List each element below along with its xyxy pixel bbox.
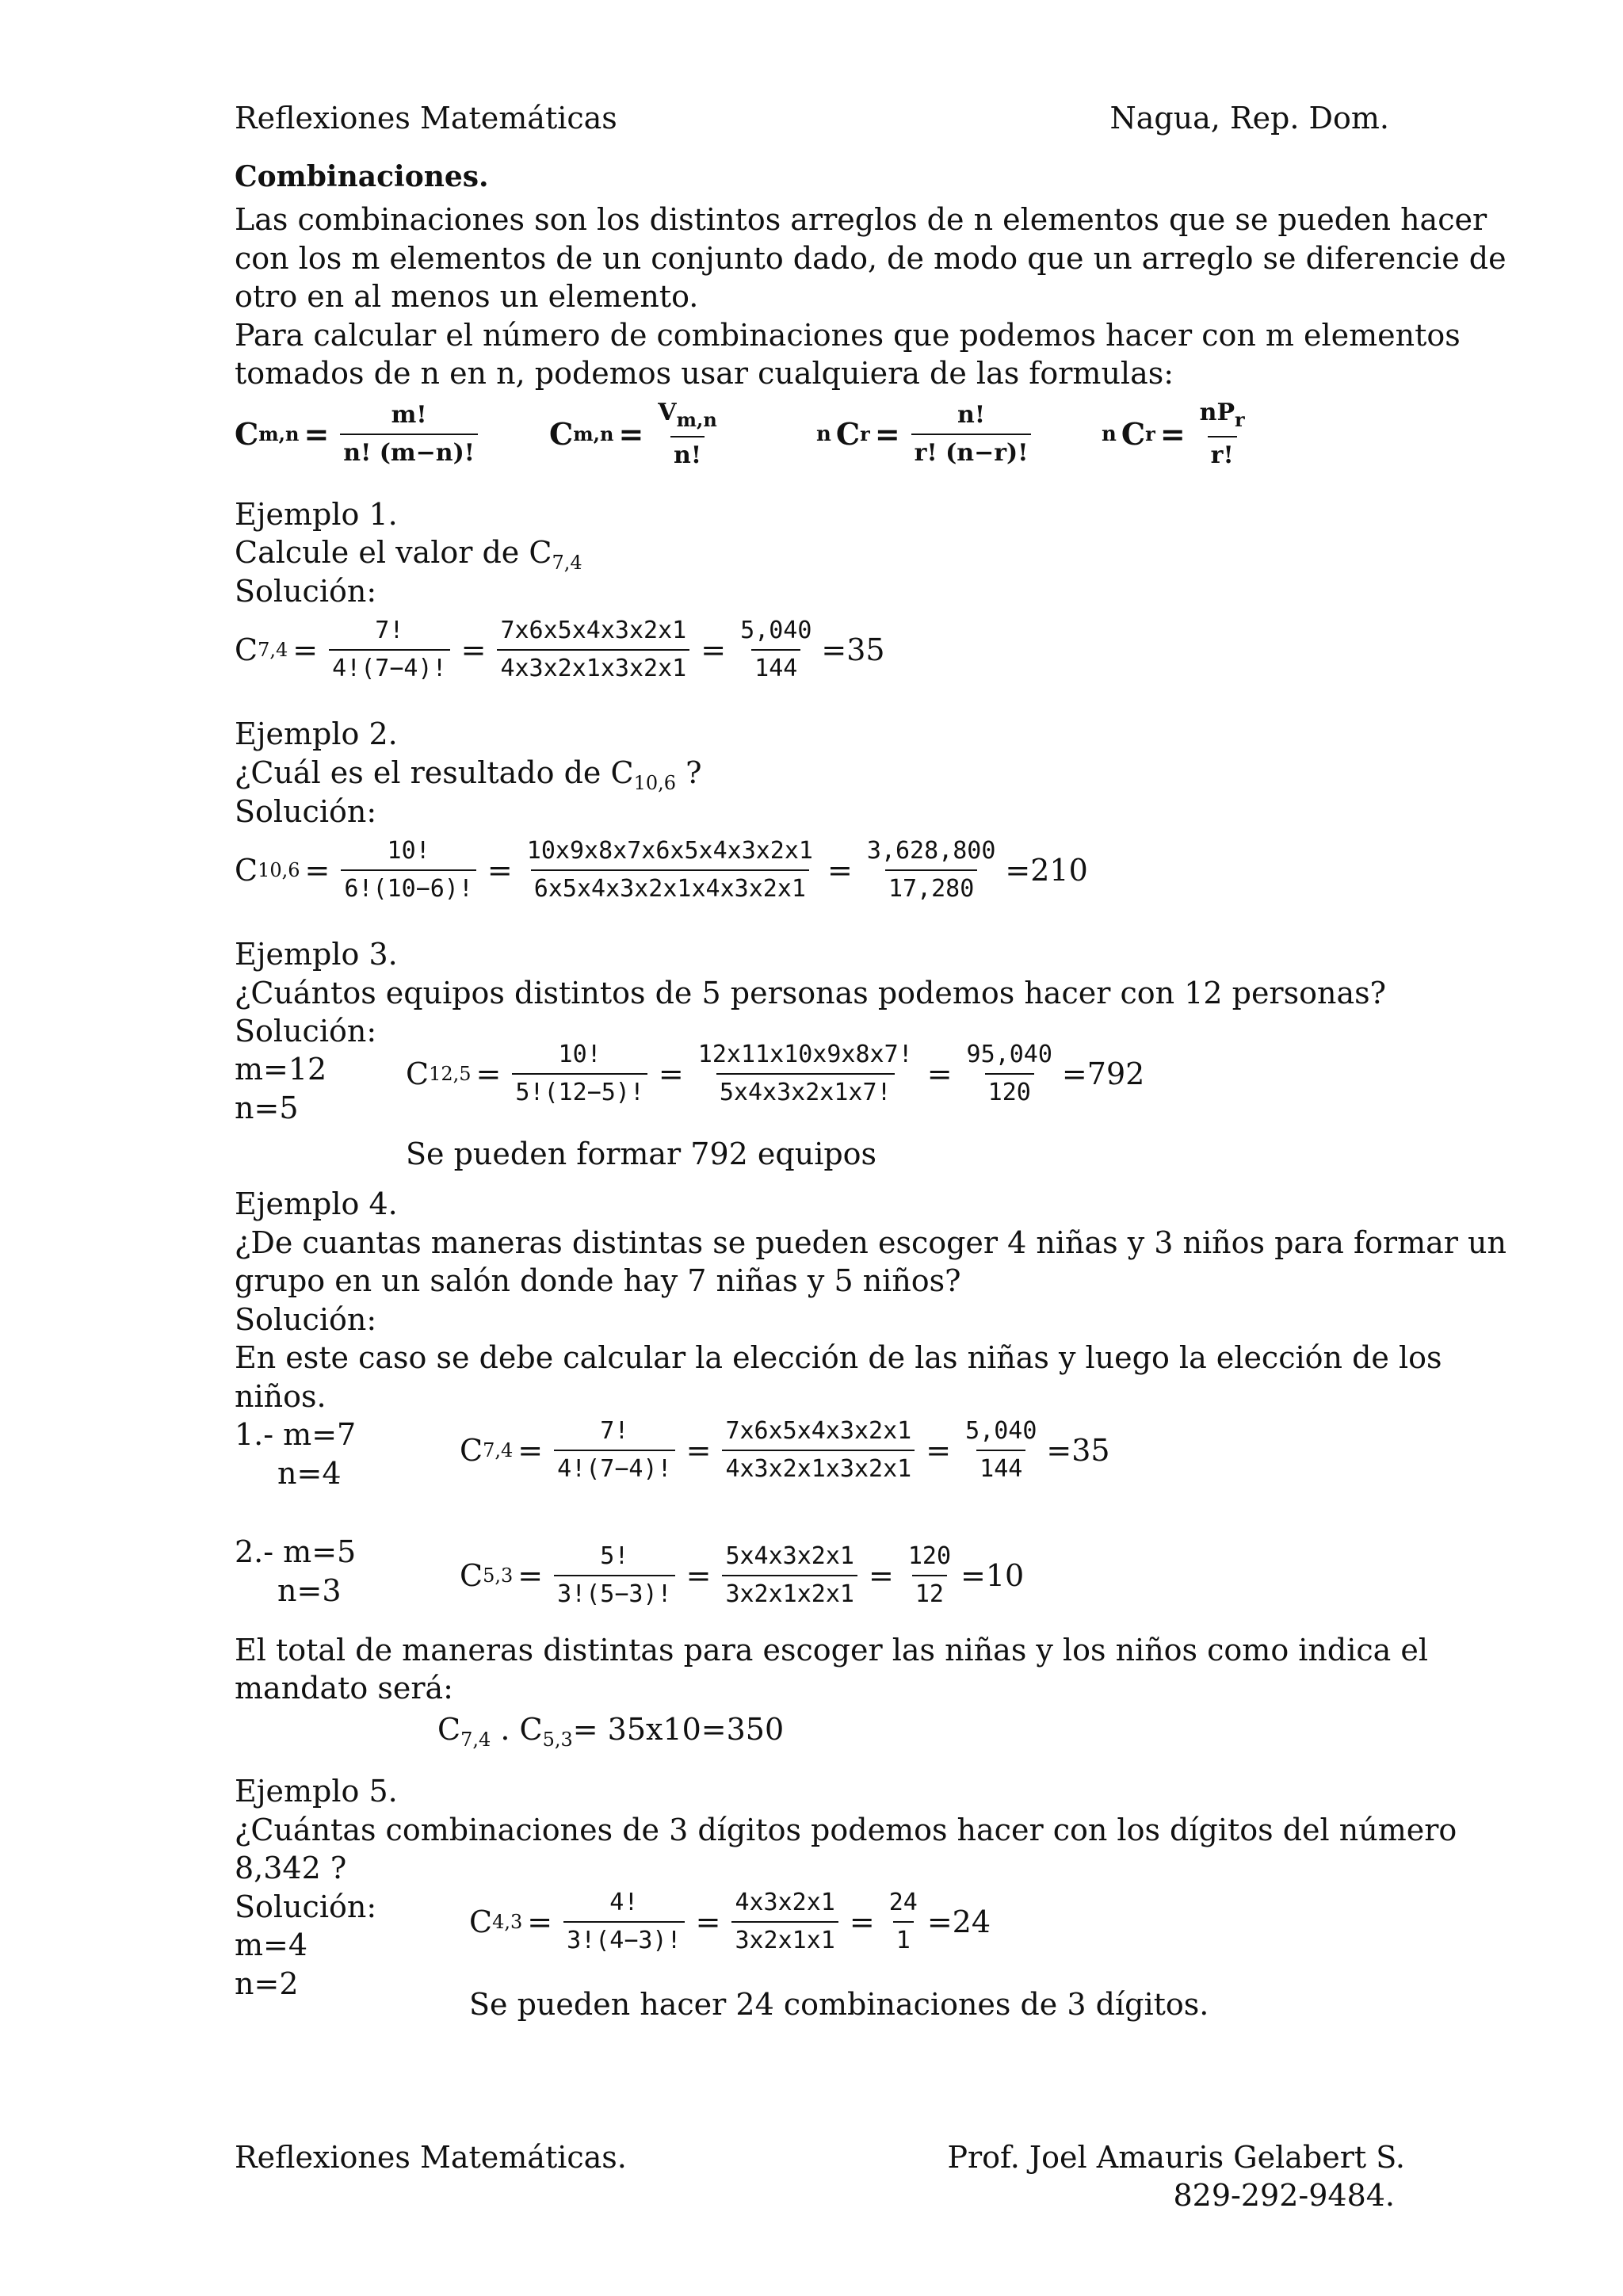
example-4-part-2-equation: C 5,3 = $\frac{5!}{3!(5-3)!}$ = $\frac{5x4x3x2x1}{3x2x1x2x1}$ = $\frac{120}{12}$ =10 bbox=[460, 1542, 1025, 1608]
example-5-equation: C 4,3 = $\frac{4!}{3!(4-3)!}$ = $\frac{4x3x2x1}{3x2x1x1}$ = $\frac{24}{1}$ =24 bbox=[469, 1889, 991, 1954]
example-2-question: ¿Cuál es el resultado de $C_{10,6}$ ? bbox=[235, 755, 702, 794]
header-right: Nagua, Rep. Dom. bbox=[1109, 101, 1389, 136]
intro-line-3: otro en al menos un elemento. bbox=[235, 279, 699, 314]
example-4-total-line-2: mandato será: bbox=[235, 1671, 453, 1706]
intro-line-5: tomados de n en n, podemos usar cualquiera de las formulas: bbox=[235, 356, 1174, 391]
intro-line-1: Las combinaciones son los distintos arreglos de n elementos que se pueden hacer bbox=[235, 202, 1487, 237]
formula-3: n C r = $\frac{n!}{r! (n-r)!}$ bbox=[816, 395, 1037, 474]
example-5-m: m=4 bbox=[235, 1927, 308, 1962]
example-5-title: Ejemplo 5. bbox=[235, 1774, 398, 1809]
example-1-solution-label: Solución: bbox=[235, 574, 377, 609]
example-2-solution-label: Solución: bbox=[235, 794, 377, 829]
footer-author: Prof. Joel Amauris Gelabert S. bbox=[947, 2140, 1405, 2175]
example-4-part-1-m: 1.- m=7 bbox=[235, 1417, 357, 1452]
example-4-question-line-2: grupo en un salón donde hay 7 niñas y 5 niños? bbox=[235, 1263, 961, 1298]
formula-1: C m,n = $\frac{m!}{n! (m-n)!}$ bbox=[235, 395, 484, 474]
example-5-conclusion: Se pueden hacer 24 combinaciones de 3 dígitos. bbox=[469, 1987, 1209, 2022]
example-1-title: Ejemplo 1. bbox=[235, 497, 398, 532]
example-4-part-1-equation: C 7,4 = $\frac{7!}{4!(7-4)!}$ = $\frac{7x6x5x4x3x2x1}{4x3x2x1x3x2x1}$ = $\frac{5,040}{144}$ =35 bbox=[460, 1417, 1110, 1483]
example-4-part-2-m: 2.- m=5 bbox=[235, 1534, 357, 1569]
example-1-equation: C 7,4 = $\frac{7!}{4!(7-4)!}$ = $\frac{7x6x5x4x3x2x1}{4x3x2x1x3x2x1}$ = $\frac{5,040}{144}$ =35 bbox=[235, 617, 885, 682]
example-3-conclusion: Se pueden formar 792 equipos bbox=[406, 1137, 877, 1171]
example-4-question-line-1: ¿De cuantas maneras distintas se pueden escoger 4 niñas y 3 niños para formar un bbox=[235, 1225, 1507, 1260]
example-5-question-line-2: 8,342 ? bbox=[235, 1851, 347, 1885]
intro-line-2: con los m elementos de un conjunto dado, de modo que un arreglo se diferencie de bbox=[235, 241, 1507, 276]
footer-phone: 829-292-9484. bbox=[1173, 2178, 1395, 2213]
example-3-question: ¿Cuántos equipos distintos de 5 personas podemos hacer con 12 personas? bbox=[235, 976, 1386, 1010]
example-2-title: Ejemplo 2. bbox=[235, 716, 398, 751]
header-left: Reflexiones Matemáticas bbox=[235, 101, 617, 136]
formula-4: n C r = $\frac{nP_r}{r!}$ bbox=[1102, 399, 1245, 469]
page-title: Combinaciones. bbox=[235, 160, 489, 193]
example-4-part-1-n: n=4 bbox=[277, 1456, 342, 1491]
example-4-final-product: $C_{7,4}$ . $C_{5,3}= 35x10=350$ bbox=[437, 1712, 785, 1751]
example-5-solution-label: Solución: bbox=[235, 1889, 377, 1924]
example-4-part-2-n: n=3 bbox=[277, 1573, 342, 1608]
example-3-title: Ejemplo 3. bbox=[235, 937, 398, 972]
example-4-text-line-2: niños. bbox=[235, 1379, 327, 1414]
example-4-title: Ejemplo 4. bbox=[235, 1186, 398, 1221]
example-1-question: Calcule el valor de $C_{7,4}$ bbox=[235, 535, 582, 574]
example-4-text-line-1: En este caso se debe calcular la elección de las niñas y luego la elección de los bbox=[235, 1340, 1442, 1375]
footer-left: Reflexiones Matemáticas. bbox=[235, 2140, 627, 2175]
example-5-n: n=2 bbox=[235, 1966, 299, 2001]
intro-line-4: Para calcular el número de combinaciones que podemos hacer con m elementos bbox=[235, 318, 1461, 353]
example-5-question-line-1: ¿Cuántas combinaciones de 3 dígitos podemos hacer con los dígitos del número bbox=[235, 1813, 1457, 1847]
formula-2: C m,n = $\frac{V_{m,n}}{n!}$ bbox=[549, 399, 717, 469]
example-4-solution-label: Solución: bbox=[235, 1302, 377, 1337]
example-3-m: m=12 bbox=[235, 1052, 327, 1087]
example-3-equation: C 12,5 = $\frac{10!}{5!(12-5)!}$ = $\frac{12x11x10x9x8x7!}{5x4x3x2x1x7!}$ = $\frac{95,040}{120}$ =792 bbox=[406, 1041, 1145, 1106]
example-3-n: n=5 bbox=[235, 1091, 299, 1125]
example-4-total-line-1: El total de maneras distintas para escoger las niñas y los niños como indica el bbox=[235, 1633, 1429, 1668]
example-2-equation: C 10,6 = $\frac{10!}{6!(10-6)!}$ = $\frac{10x9x8x7x6x5x4x3x2x1}{6x5x4x3x2x1x4x3x2x1}$ = $\frac{3,628,800}{17,280}$ =210 bbox=[235, 837, 1088, 903]
example-3-solution-label: Solución: bbox=[235, 1014, 377, 1049]
